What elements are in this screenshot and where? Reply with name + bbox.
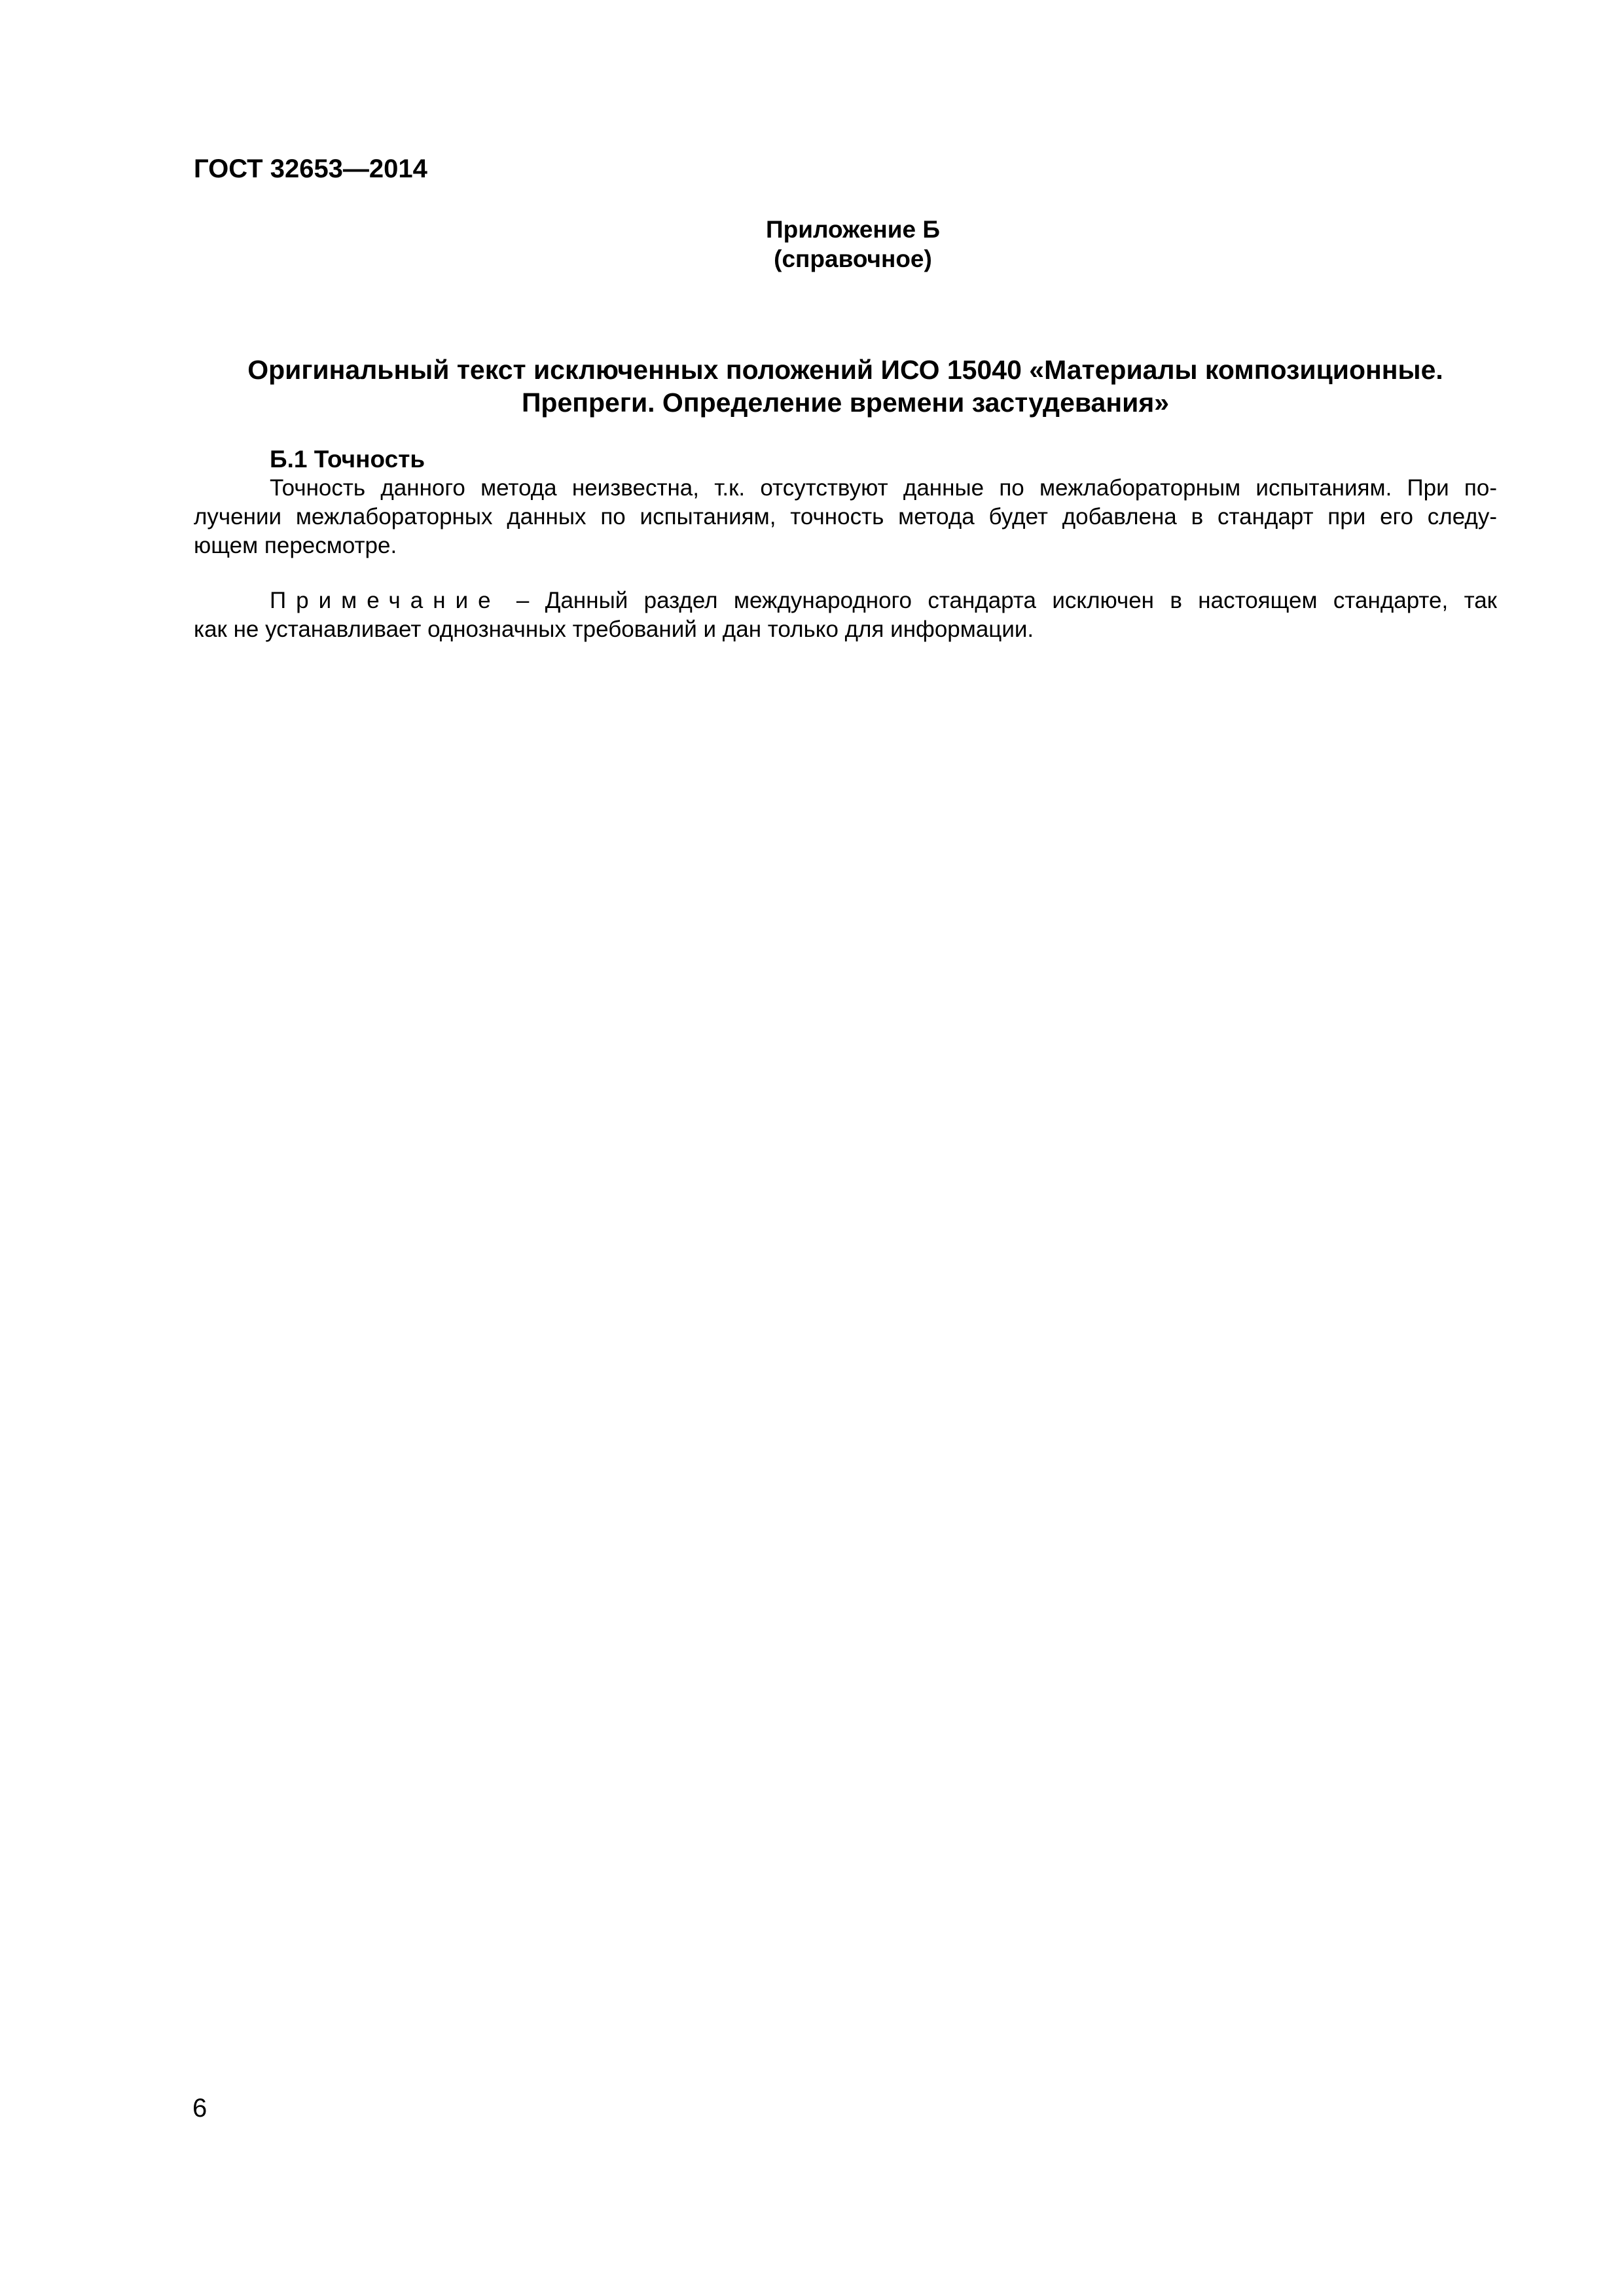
accuracy-paragraph [194, 474, 1497, 560]
note-line-1 [194, 586, 1497, 615]
document-code: ГОСТ 32653—2014 [194, 154, 427, 183]
appendix-title: Приложение Б [766, 216, 940, 243]
appendix-type: (справочное) [774, 245, 932, 272]
appendix-heading [0, 215, 1624, 274]
note-label: Примечание [270, 588, 501, 613]
main-title-line-1: Оригинальный текст исключенных положений ИСО 15040 «Материалы композиционные. [247, 355, 1443, 385]
paragraph-line: лучении межлабораторных данных по испытаниям, точность метода будет добавлена в стандарт при его следу- [194, 504, 1497, 529]
note-line-2: как не устанавливает однозначных требований и дан только для информации. [194, 617, 1034, 642]
note-paragraph [194, 586, 1497, 644]
main-title-line-2: Препреги. Определение времени застудевания» [521, 387, 1170, 418]
paragraph-line: Точность данного метода неизвестна, т.к. отсутствуют данные по межлабораторным испытаниям. При по- [270, 475, 1497, 501]
note-text: – Данный раздел международного стандарта исключен в настоящем стандарте, так [500, 588, 1497, 613]
paragraph-line: ющем пересмотре. [194, 533, 397, 558]
appendix-main-title [194, 353, 1497, 419]
page-number: 6 [192, 2094, 208, 2123]
section-heading: Б.1 Точность [270, 446, 425, 473]
